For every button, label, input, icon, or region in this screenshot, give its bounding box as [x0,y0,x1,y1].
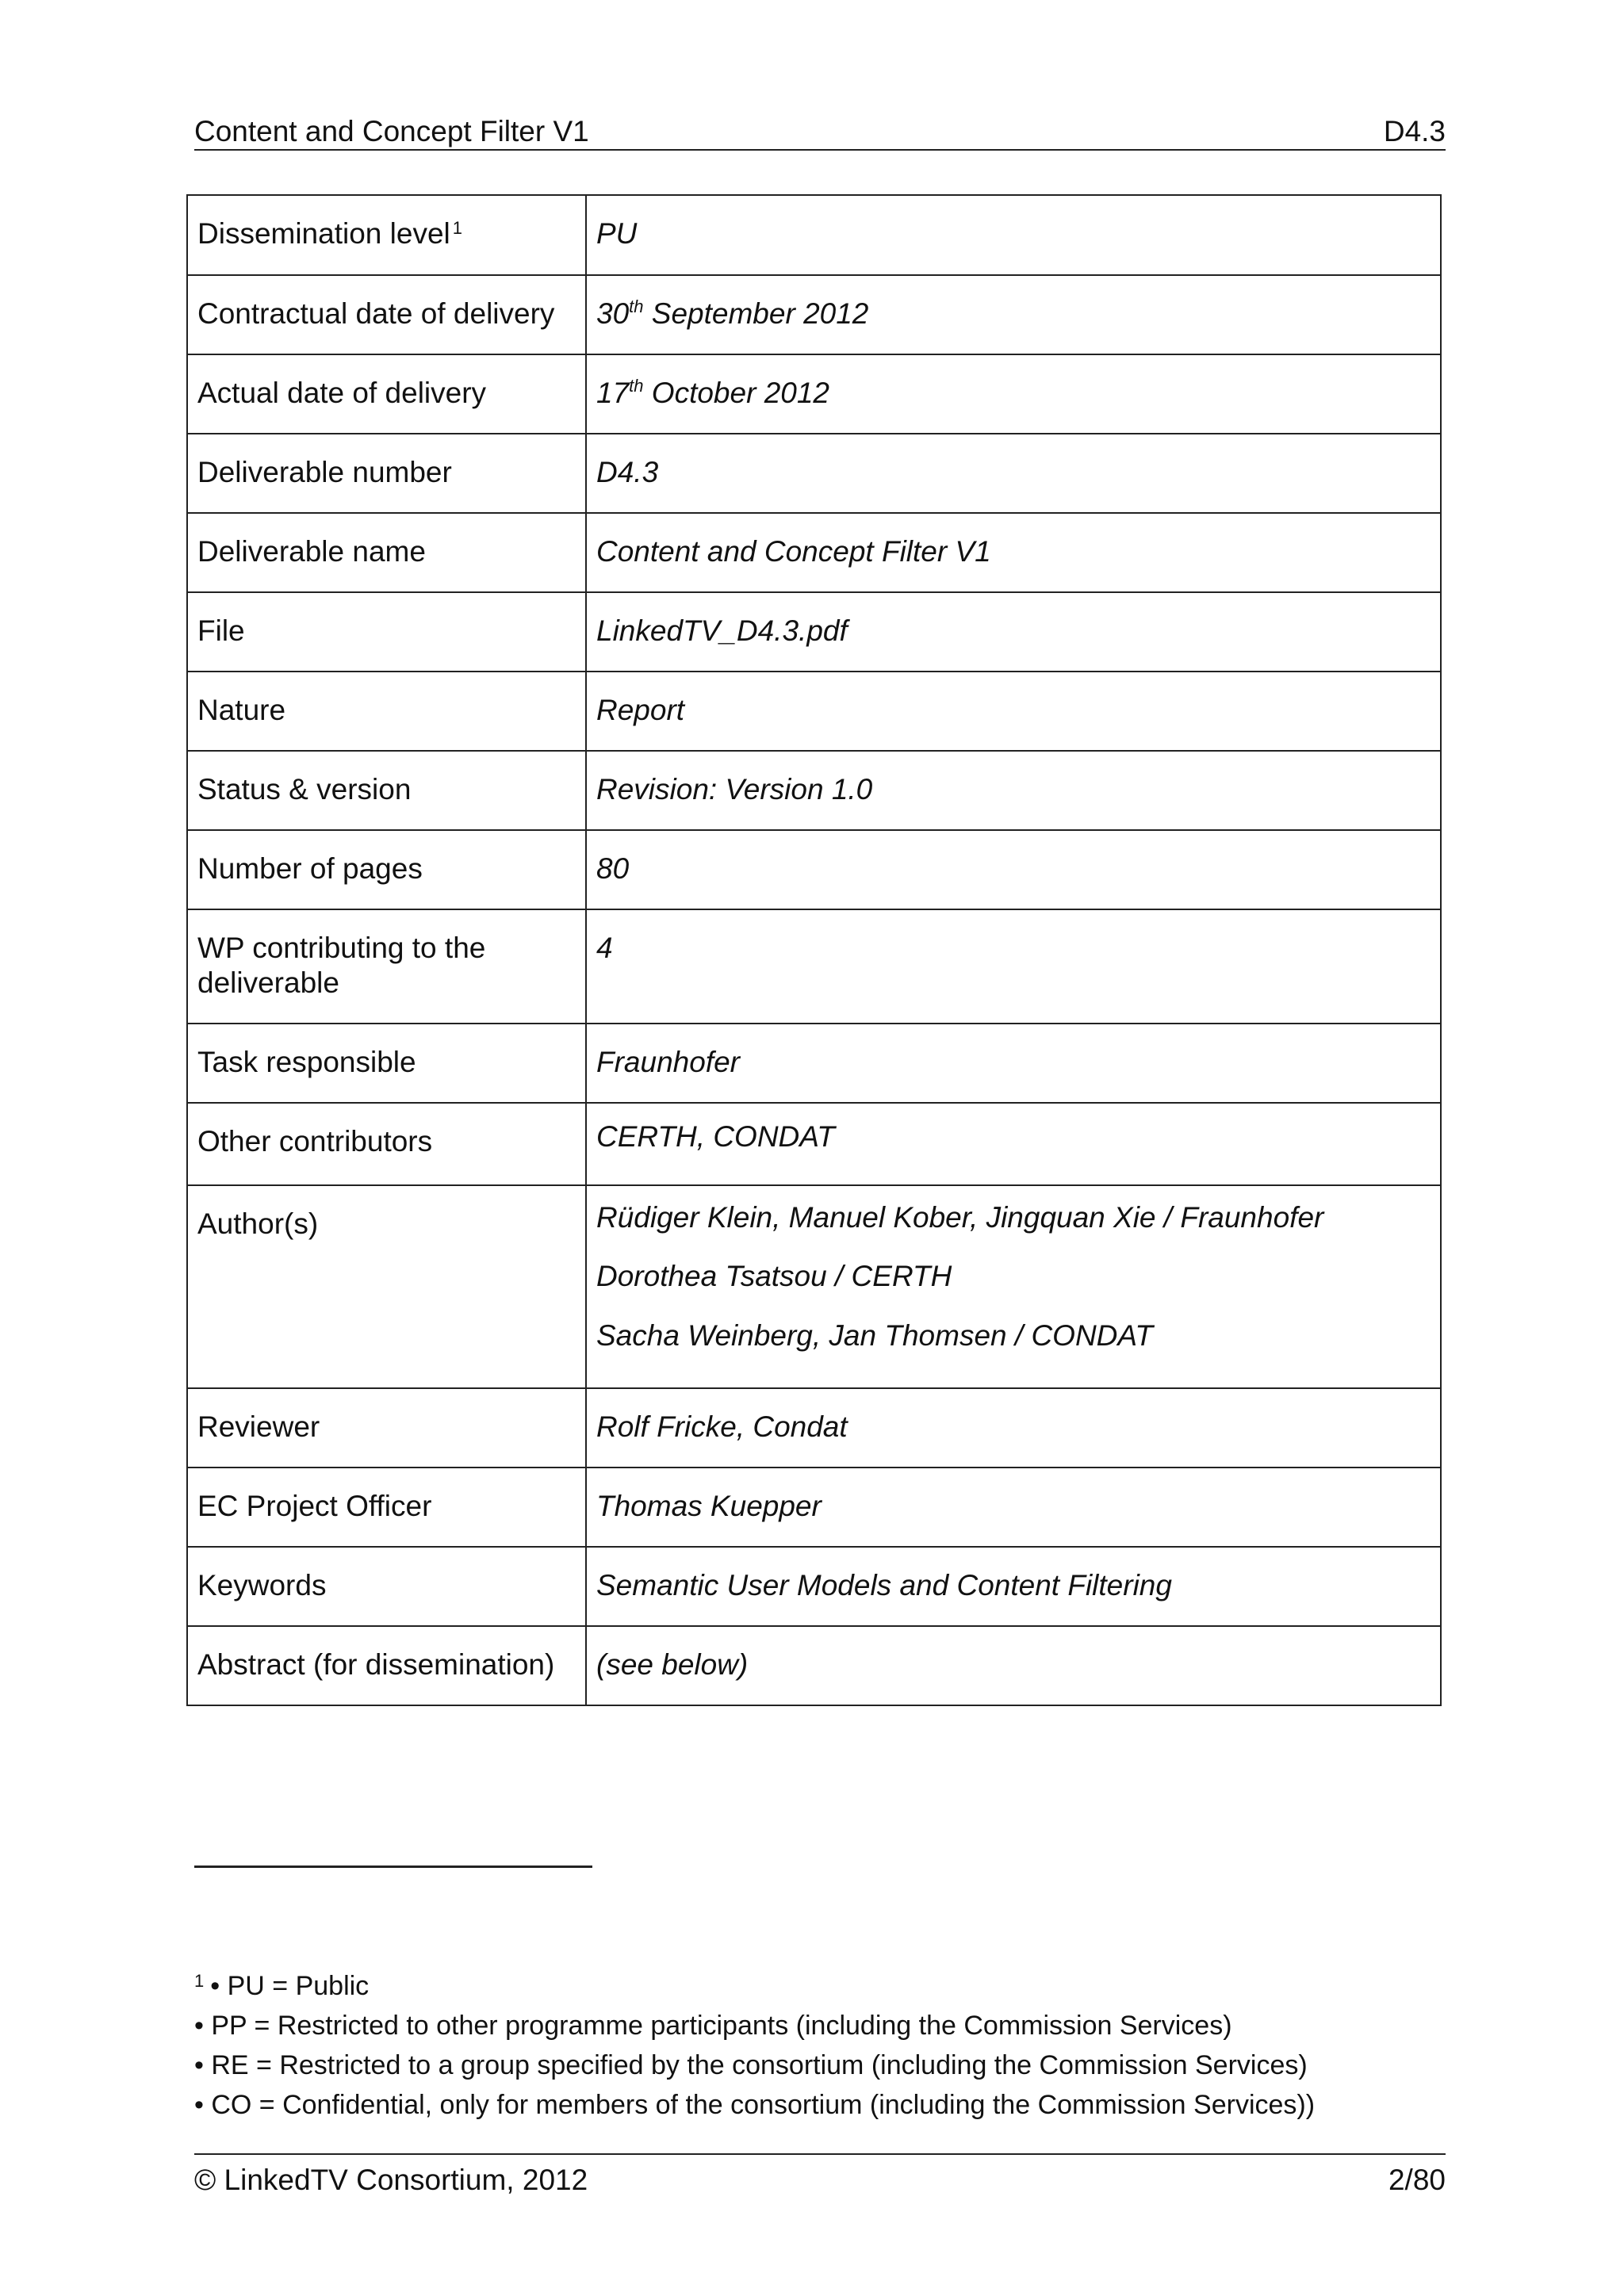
row-label: Nature [197,694,286,726]
row-label: Number of pages [197,852,423,885]
row-value: Fraunhofer [596,1046,740,1078]
row-value: Rolf Fricke, Condat [596,1410,848,1443]
row-label-cell [187,354,586,434]
date-ordinal: th [629,376,644,396]
row-label: File [197,614,245,647]
table-row [187,672,1441,751]
row-label: Deliverable number [197,456,452,488]
table-row [187,1103,1441,1185]
row-label-cell [187,592,586,672]
date-day: 30 [596,297,630,330]
row-value: Thomas Kuepper [596,1490,822,1522]
row-value-cell [586,909,1441,1024]
footnote-line: • CO = Confidential, only for members of the consortium (including the Commission Services)) [194,2090,1316,2120]
row-value-cell [586,1547,1441,1626]
row-label: Deliverable name [197,535,426,568]
row-label-cell [187,751,586,830]
row-label: Dissemination level [197,217,450,250]
row-value-cell [586,434,1441,513]
table-row [187,909,1441,1024]
author-list [596,1186,1431,1353]
footnote-line [194,1961,1463,2006]
row-label: WP contributing to the deliverable [197,932,486,1000]
footnote-separator [194,1866,592,1868]
row-label: Author(s) [197,1207,319,1240]
row-label-cell [187,1185,586,1388]
deliverable-info-table [186,194,1442,1706]
table-row [187,1468,1441,1547]
header-title: Content and Concept Filter V1 [194,115,589,147]
row-value-cell [586,592,1441,672]
table-row [187,830,1441,909]
row-label: Other contributors [197,1125,433,1158]
table-row [187,1626,1441,1705]
table-row [187,751,1441,830]
table-row [187,1388,1441,1468]
footnote-reference[interactable]: 1 [452,218,462,238]
row-label: Actual date of delivery [197,377,487,409]
row-label-cell [187,195,586,275]
author-line: Dorothea Tsatsou / CERTH [596,1260,952,1293]
row-label-cell [187,1468,586,1547]
row-label-cell [187,830,586,909]
footer-copyright: © LinkedTV Consortium, 2012 [194,2164,588,2196]
date-day: 17 [596,377,630,409]
row-label: EC Project Officer [197,1490,432,1522]
row-label-cell [187,1626,586,1705]
row-value: 4 [596,932,613,964]
row-value-cell [586,1468,1441,1547]
table-row [187,434,1441,513]
row-label-cell [187,1547,586,1626]
row-value-cell [586,1626,1441,1705]
footnote-marker: 1 [194,1971,205,1991]
row-label: Status & version [197,773,412,806]
table-row [187,275,1441,354]
footnote-line: • PP = Restricted to other programme participants (including the Commission Services) [194,2011,1232,2041]
row-label-cell [187,909,586,1024]
row-label-cell [187,513,586,592]
row-value: Report [596,694,685,726]
row-label: Reviewer [197,1410,320,1443]
table-row [187,1024,1441,1103]
row-value-cell [586,1185,1441,1388]
author-line: Sacha Weinberg, Jan Thomsen / CONDAT [596,1318,1153,1352]
row-label-cell [187,1024,586,1103]
header-doc-id: D4.3 [1383,115,1446,147]
author-line: Rüdiger Klein, Manuel Kober, Jingquan Xie / Fraunhofer [596,1201,1324,1234]
row-label: Keywords [197,1569,327,1601]
footnote-line: • RE = Restricted to a group specified by the consortium (including the Commission Services) [194,2050,1308,2080]
row-value: D4.3 [596,456,659,488]
page-footer [194,2153,1446,2198]
row-value: (see below) [596,1648,749,1681]
footnotes [194,1961,1463,2125]
row-label-cell [187,1388,586,1468]
page-number: 2/80 [1388,2164,1446,2196]
table-row [187,195,1441,275]
table-row [187,354,1441,434]
row-label: Contractual date of delivery [197,297,555,330]
row-value-cell [586,195,1441,275]
row-value-cell [586,354,1441,434]
row-value: LinkedTV_D4.3.pdf [596,614,848,647]
row-value-cell [586,830,1441,909]
row-value [596,276,1431,331]
table-row [187,513,1441,592]
row-value-cell [586,513,1441,592]
date-rest: October 2012 [643,377,829,409]
table-row [187,1547,1441,1626]
row-value-cell [586,1103,1441,1185]
row-label: Task responsible [197,1046,416,1078]
row-label: Abstract (for dissemination) [197,1648,555,1681]
row-value [596,355,1431,411]
row-value-cell [586,1024,1441,1103]
row-label-cell [187,1103,586,1185]
row-value: 80 [596,852,630,885]
row-value: CERTH, CONDAT [596,1120,835,1153]
row-value: Revision: Version 1.0 [596,773,873,806]
table-row [187,592,1441,672]
footnote-text: • PU = Public [210,1971,370,2001]
row-label-cell [187,672,586,751]
row-value: Content and Concept Filter V1 [596,535,991,568]
row-value: PU [596,217,638,250]
row-value-cell [586,1388,1441,1468]
page-header [194,109,1446,151]
date-ordinal: th [629,297,644,316]
row-value: Semantic User Models and Content Filtering [596,1569,1172,1601]
row-value-cell [586,672,1441,751]
row-value-cell [586,751,1441,830]
row-label-cell [187,434,586,513]
table-row [187,1185,1441,1388]
date-rest: September 2012 [643,297,869,330]
row-label-cell [187,275,586,354]
row-value-cell [586,275,1441,354]
